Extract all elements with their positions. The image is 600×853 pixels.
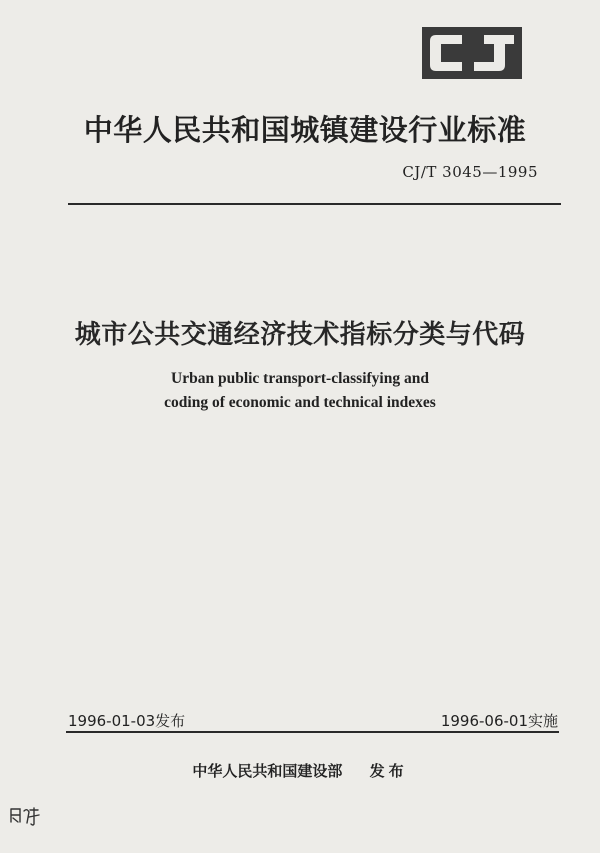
document-title-en-line1: Urban public transport-classifying and bbox=[171, 370, 429, 387]
handwritten-signature bbox=[8, 805, 42, 827]
document-title-en-line2: coding of economic and technical indexes bbox=[164, 394, 436, 411]
publisher-line bbox=[0, 760, 600, 781]
cj-logo bbox=[422, 27, 522, 79]
standard-category-title: 中华人民共和国城镇建设行业标准 bbox=[83, 113, 527, 147]
bottom-divider bbox=[66, 731, 559, 733]
top-divider bbox=[68, 203, 561, 205]
publisher-org: 中华人民共和国建设部 bbox=[192, 762, 343, 780]
document-title-en bbox=[0, 367, 600, 415]
implementation-date: 1996-06-01实施 bbox=[440, 712, 558, 730]
standard-code: CJ/T 3045—1995 bbox=[402, 163, 538, 181]
publisher-action: 发布 bbox=[369, 762, 408, 780]
handwritten-mark bbox=[8, 805, 42, 831]
issue-date: 1996-01-03发布 bbox=[68, 712, 186, 730]
document-title-zh: 城市公共交通经济技术指标分类与代码 bbox=[74, 320, 526, 350]
cj-logo-graphic bbox=[422, 27, 522, 79]
